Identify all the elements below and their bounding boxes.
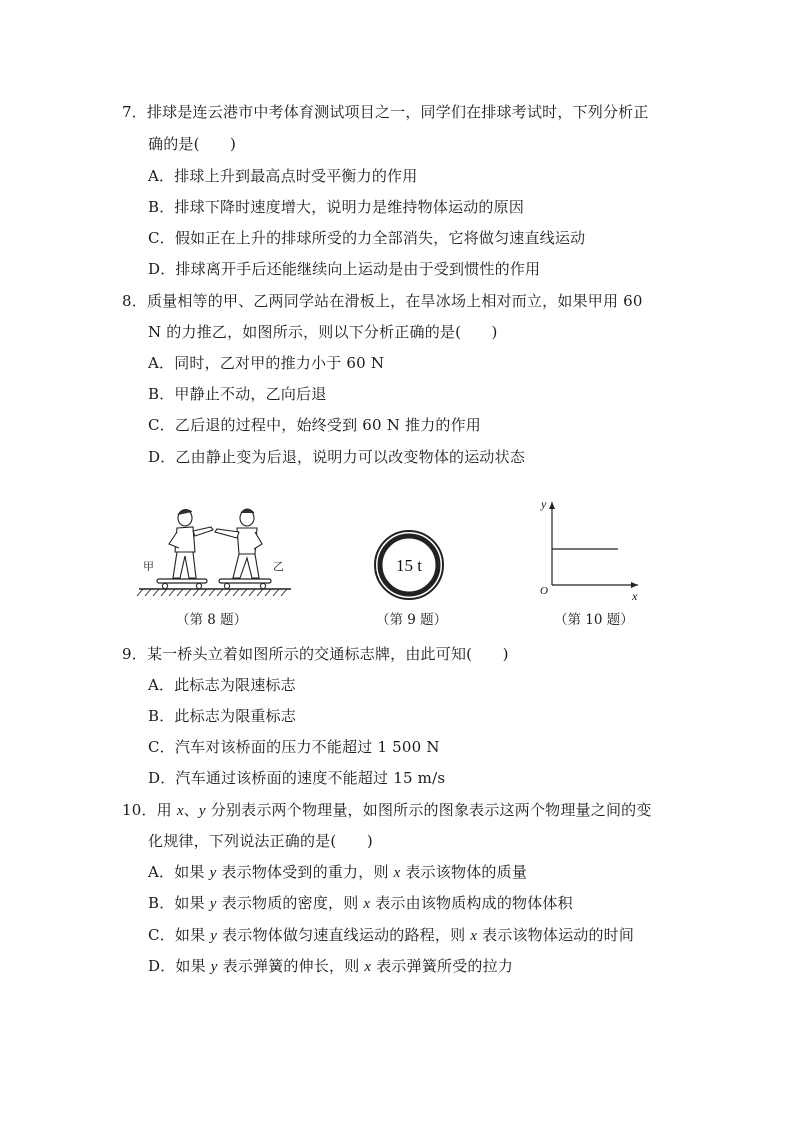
- q10-option-c-var-x: x: [470, 928, 478, 944]
- q10-option-b: [148, 892, 573, 913]
- q7-stem-line2: 确的是( ): [148, 135, 237, 153]
- q8-option-d: D．乙由静止变为后退，说明力可以改变物体的运动状态: [148, 448, 526, 466]
- q10-option-b-var-x: x: [363, 896, 371, 912]
- q10-option-b-var-y: y: [209, 896, 217, 912]
- figure-10-graph: [532, 492, 647, 602]
- q9-option-d: D．汽车通过该桥面的速度不能超过 15 m/s: [148, 769, 446, 787]
- q8-option-c: C．乙后退的过程中，始终受到 60 N 推力的作用: [148, 416, 481, 434]
- q10-stem-line1: [122, 799, 652, 820]
- q10-option-c-var-y: y: [210, 928, 218, 944]
- figure-8-label-yi: 乙: [273, 560, 284, 573]
- q7-option-c: C．假如正在上升的排球所受的力全部消失，它将做匀速直线运动: [148, 229, 586, 247]
- q7-stem-line1: 7．排球是连云港市中考体育测试项目之一，同学们在排球考试时，下列分析正: [122, 103, 649, 121]
- q8-option-a: A．同时，乙对甲的推力小于 60 N: [148, 354, 385, 372]
- q10-option-d-var-y: y: [210, 959, 218, 975]
- q10-stem-suffix: 分别表示两个物理量，如图所示的图象表示这两个物理量之间的变: [205, 801, 652, 819]
- q10-option-a-var-x: x: [393, 865, 401, 881]
- q10-option-c-part1: C．如果: [148, 926, 211, 944]
- q9-stem-line1: 9．某一桥头立着如图所示的交通标志牌，由此可知( ): [122, 645, 509, 663]
- q10-option-c-part2: 表示物体做匀速直线运动的路程，则: [217, 926, 471, 944]
- q10-option-b-part3: 表示由该物质构成的物体体积: [370, 894, 573, 912]
- q10-option-a-var-y: y: [209, 865, 217, 881]
- figure-10-origin-label: O: [540, 585, 548, 597]
- q10-option-d-part2: 表示弹簧的伸长，则: [217, 957, 365, 975]
- q10-option-d-part1: D．如果: [148, 957, 211, 975]
- q8-option-b: B．甲静止不动，乙向后退: [148, 385, 327, 403]
- q9-option-b: B．此标志为限重标志: [148, 707, 297, 725]
- q10-separator: 、: [183, 801, 199, 819]
- q10-var-y: y: [198, 803, 206, 819]
- figure-8-skaters-illustration: [135, 500, 295, 605]
- q10-option-d: [148, 955, 513, 976]
- q10-option-c: [148, 924, 634, 945]
- q10-stem-line2: 化规律，下列说法正确的是( ): [148, 832, 373, 850]
- q10-option-a-part3: 表示该物体的质量: [400, 863, 528, 881]
- figure-8-caption: （第 8 题）: [176, 612, 248, 628]
- q10-option-b-part1: B．如果: [148, 894, 210, 912]
- figure-10-x-label: x: [632, 589, 638, 602]
- q10-option-c-part3: 表示该物体运动的时间: [477, 926, 635, 944]
- q8-stem-line2: N 的力推乙，如图所示，则以下分析正确的是( ): [148, 323, 498, 341]
- q7-option-a: A．排球上升到最高点时受平衡力的作用: [148, 167, 418, 185]
- figure-8-label-jia: 甲: [143, 560, 154, 573]
- q9-option-a: A．此标志为限速标志: [148, 676, 296, 694]
- q10-option-d-part3: 表示弹簧所受的拉力: [371, 957, 514, 975]
- figure-9-sign-text: 15 t: [396, 556, 422, 575]
- q10-option-a: [148, 861, 527, 882]
- figure-9-caption: （第 9 题）: [376, 612, 448, 628]
- figure-10-caption: （第 10 题）: [554, 612, 634, 628]
- figure-10-y-label: y: [541, 497, 547, 511]
- q10-option-a-part1: A．如果: [148, 863, 210, 881]
- q10-stem-prefix: 10．用: [122, 801, 177, 819]
- figure-9-weight-limit-sign: [372, 528, 446, 602]
- q10-option-d-var-x: x: [364, 959, 372, 975]
- q10-var-x: x: [176, 803, 184, 819]
- q7-option-b: B．排球下降时速度增大，说明力是维持物体运动的原因: [148, 198, 525, 216]
- q7-option-d: D．排球离开手后还能继续向上运动是由于受到惯性的作用: [148, 260, 541, 278]
- q9-option-c: C．汽车对该桥面的压力不能超过 1 500 N: [148, 738, 440, 756]
- q10-option-b-part2: 表示物质的密度，则: [216, 894, 364, 912]
- q8-stem-line1: 8．质量相等的甲、乙两同学站在滑板上，在旱冰场上相对而立，如果甲用 60: [122, 292, 643, 310]
- q10-option-a-part2: 表示物体受到的重力，则: [216, 863, 394, 881]
